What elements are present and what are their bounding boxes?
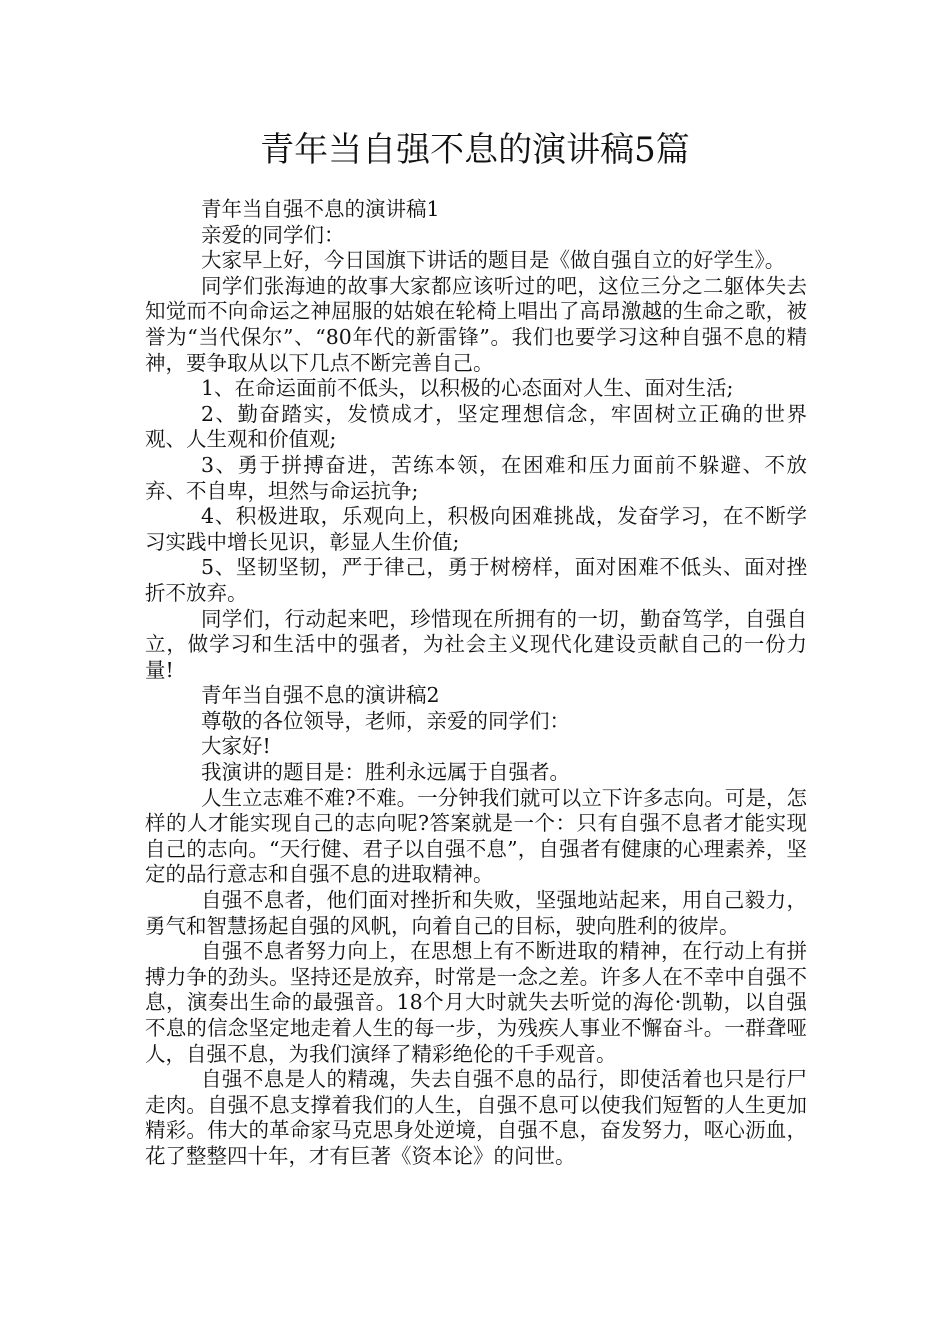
paragraph: 自强不息者，他们面对挫折和失败，坚强地站起来，用自己毅力，勇气和智慧扬起自强的风帆，向着自己的目标，驶向胜利的彼岸。 xyxy=(145,888,807,938)
paragraph: 人生立志难不难?不难。一分钟我们就可以立下许多志向。可是，怎样的人才能实现自己的志向呢?答案就是一个：只有自强不息者才能实现自己的志向。“天行健、君子以自强不息”，自强者有健康的心理素养，坚定的品行意志和自强不息的进取精神。 xyxy=(145,785,807,887)
paragraph: 同学们张海迪的故事大家都应该听过的吧，这位三分之二躯体失去知觉而不向命运之神屈服的姑娘在轮椅上唱出了高昂激越的生命之歌，被誉为“当代保尔”、“80年代的新雷锋”。我们也要学习这种自强不息的精神，要争取从以下几点不断完善自己。 xyxy=(145,273,807,375)
document-body xyxy=(145,197,807,1170)
salutation: 亲爱的同学们： xyxy=(201,222,345,247)
section-heading-1: 青年当自强不息的演讲稿1 xyxy=(201,197,440,221)
list-item: 3、勇于拼搏奋进，苦练本领，在困难和压力面前不躲避、不放弃、不自卑，坦然与命运抗争; xyxy=(145,452,807,503)
paragraph: 我演讲的题目是：胜利永远属于自强者。 xyxy=(201,760,570,785)
paragraph: 同学们，行动起来吧，珍惜现在所拥有的一切，勤奋笃学，自强自立，做学习和生活中的强者，为社会主义现代化建设贡献自己的一份力量! xyxy=(145,606,807,682)
list-item: 1、在命运面前不低头，以积极的心态面对人生、面对生活; xyxy=(201,376,734,401)
paragraph: 自强不息是人的精魂，失去自强不息的品行，即使活着也只是行尸走肉。自强不息支撑着我们的人生，自强不息可以使我们短暂的人生更加精彩。伟大的革命家马克思身处逆境，自强不息，奋发努力，呕心沥血，花了整整四十年，才有巨著《资本论》的问世。 xyxy=(145,1067,807,1168)
salutation: 尊敬的各位领导，老师，亲爱的同学们： xyxy=(201,708,570,733)
list-item: 5、坚韧坚韧，严于律己，勇于树榜样，面对困难不低头、面对挫折不放弃。 xyxy=(145,555,807,605)
section-heading-2: 青年当自强不息的演讲稿2 xyxy=(201,683,440,708)
list-item: 2、勤奋踏实，发愤成才，坚定理想信念，牢固树立正确的世界观、人生观和价值观; xyxy=(145,401,807,452)
document-title: 青年当自强不息的演讲稿5篇 xyxy=(260,130,690,170)
list-item: 4、积极进取，乐观向上，积极向困难挑战，发奋学习，在不断学习实践中增长见识，彰显人生价值; xyxy=(145,504,807,554)
greeting: 大家好! xyxy=(201,734,271,759)
paragraph: 自强不息者努力向上，在思想上有不断进取的精神，在行动上有拼搏力争的劲头。坚持还是放弃，时常是一念之差。许多人在不幸中自强不息，演奏出生命的最强音。18个月大时就失去听觉的海伦·凯勒，以自强不息的信念坚定地走着人生的每一步，为残疾人事业不懈奋斗。一群聋哑人，自强不息，为我们演绎了精彩绝伦的千手观音。 xyxy=(145,939,807,1066)
paragraph: 大家早上好，今日国旗下讲话的题目是《做自强自立的好学生》。 xyxy=(201,248,786,273)
